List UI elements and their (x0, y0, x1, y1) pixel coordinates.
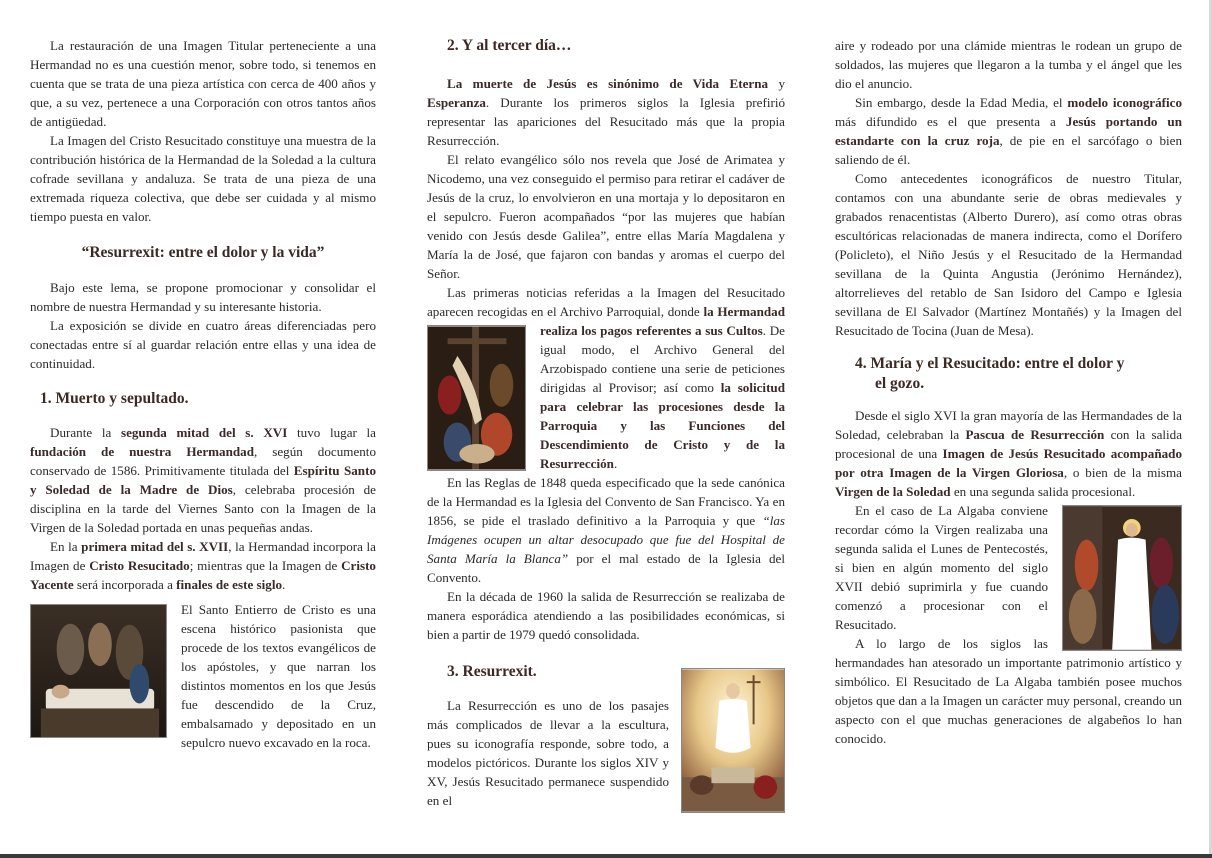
paragraph: En la década de 1960 la salida de Resurrección se realizaba de manera esporádica atendiendo a las posibilidades económicas, si bien a partir de 1979 quedó consolidada. (427, 589, 785, 642)
entombment-painting-image (30, 604, 167, 738)
paragraph: El Santo Entierro de Cristo es una escena histórico pasionista que procede de los textos evangélicos de los apóstoles, y que narran los distintos momentos en los que Jesús fue descendido de la Cruz, embalsamado y depositado en un sepulcro nuevo excavado en la roca. (181, 602, 376, 750)
paragraph: Como antecedentes iconográficos de nuestro Titular, contamos con una abundante serie de obras medievales y grabados renacentistas (Alberto Durero), así como otras obras escultóricas relacionadas de manera indirecta, como el Dorífero (Policleto), el Niño Jesús y el Resucitado de la Hermandad sevillana de la Quinta Angustia (Jerónimo Hernández), altorrelieves del retablo de San Isidoro del Campo e Iglesia sevillana de El Salvador (Martínez Montañés) y la Imagen del Resucitado de Tocina (Juan de Mesa). (835, 171, 1182, 338)
paragraph: aire y rodeado por una clámide mientras le rodean un grupo de soldados, las mujeres que llegaron a la tumba y el ángel que les dio el anuncio. (835, 38, 1182, 91)
column-2 (427, 36, 785, 815)
paragraph: En las Reglas de 1848 queda especificado que la sede canónica de la Hermandad es la Iglesia del Convento de San Francisco. Ya en 1856, se pide el traslado definitivo a la Parroquia y que “las Imágenes ocupen un altar desocupado que fue del Hospital de Santa María la Blanca” por el mal estado de la Iglesia del Convento. (427, 475, 786, 585)
bottom-border (0, 854, 1212, 858)
section-heading-1: 1. Muerto y sepultado. (40, 390, 189, 407)
paragraph: La restauración de una Imagen Titular perteneciente a una Hermandad no es una cuestión menor, sobre todo, si tenemos en cuenta que se trata de una pieza artística con cerca de 400 años y que, a su vez, pertenece a una Corporación con otros tantos años de antigüedad. (30, 38, 376, 129)
paragraph: Bajo este lema, se propone promocionar y consolidar el nombre de nuestra Hermandad y su interesante historia. (30, 280, 376, 314)
section-heading-3: 3. Resurrexit. (447, 663, 537, 680)
descent-from-cross-painting-image (427, 325, 526, 471)
section-heading-4: 4. María y el Resucitado: entre el dolor y el gozo. (855, 355, 1125, 392)
paragraph: La exposición se divide en cuatro áreas diferenciadas pero conectadas entre sí al guardar relación entre ellas y una idea de continuidad. (30, 318, 376, 371)
paragraph: El relato evangélico sólo nos revela que José de Arimatea y Nicodemo, una vez conseguido el permiso para retirar el cadáver de Jesús de la cruz, lo envolvieron en una mortaja y lo depositaron en el sepulcro. Fueron acompañados “por las mujeres que habían venido con Jesús desde Galilea”, entre ellas María Magdalena y María la de José, que fajaron con bandas y aromas el cuerpo del Señor. (427, 152, 785, 281)
paragraph: Durante la segunda mitad del s. XVI tuvo lugar la fundación de nuestra Hermandad, según documento conservado de 1586. Primitivamente titulada del Espíritu Santo y Soledad de la Madre de Dios, celebraba procesión de disciplina en la tarde del Viernes Santo con la Imagen de la Virgen de la Soledad portada en unas pequeñas andas. (30, 425, 376, 535)
paragraph: La Imagen del Cristo Resucitado constituye una muestra de la contribución histórica de la Hermandad de la Soledad a la cultura cofrade sevillana y andaluza. Se trata de una pieza de una extremada riqueza colectiva, que debe ser cuidada y al mismo tiempo puesta en valor. (30, 133, 376, 224)
column-1 (30, 36, 376, 752)
paragraph: Desde el siglo XVI la gran mayoría de las Hermandades de la Soledad, celebraban la Pascua de Resurrección con la salida procesional de una Imagen de Jesús Resucitado acompañado por otra Imagen de la Virgen Gloriosa, o bien de la misma Virgen de la Soledad en una segunda salida procesional. (835, 408, 1183, 499)
resurrection-painting-image (681, 668, 785, 813)
section-heading-2: 2. Y al tercer día… (447, 37, 572, 54)
column-3 (835, 36, 1182, 748)
paragraph: En el caso de La Algaba conviene recordar cómo la Virgen realizaba una segunda salida el Lunes de Pentecostés, si bien en algún momento del siglo XVII debió suprimirla y fue cuando comenzó a procesionar con el Resucitado. (835, 503, 1048, 632)
paragraph: La muerte de Jesús es sinónimo de Vida Eterna y Esperanza. Durante los primeros siglos la Iglesia prefirió representar las apariciones del Resucitado más que la propia Resurrección. (427, 76, 786, 148)
paragraph: Las primeras noticias referidas a la Imagen del Resucitado aparecen recogidas en el Archivo Parroquial, donde la Hermandad realiza los pagos referentes a sus Cultos. De igual modo, el Archivo General del Arzobispado contiene una serie de peticiones dirigidas al Provisor; así como la solicitud para celebrar las procesiones desde la Parroquia y las Funciones del Descendimiento de Cristo y de la Resurrección. (427, 285, 785, 471)
paragraph: A lo largo de los siglos las hermandades han atesorado un importante patrimonio artístico y simbólico. El Resucitado de La Algaba también posee muchos objetos que dan a la Imagen un carácter muy personal, creando un aspecto con el que muchas generaciones de algabeños lo han conocido. (835, 636, 1182, 746)
exhibition-title: “Resurrexit: entre el dolor y la vida” (81, 244, 325, 261)
paragraph: Sin embargo, desde la Edad Media, el modelo iconográfico más difundido es el que presenta a Jesús portando un estandarte con la cruz roja, de pie en el sarcófago o bien saliendo de él. (835, 95, 1183, 167)
paragraph: La Resurrección es uno de los pasajes más complicados de llevar a la escultura, pues su iconografía responde, sobre todo, a modelos pictóricos. Durante los siglos XIV y XV, Jesús Resucitado permanece suspendido en el (427, 698, 669, 808)
virgin-and-resurrected-painting-image (1062, 505, 1182, 651)
paragraph: En la primera mitad del s. XVII, la Hermandad incorpora la Imagen de Cristo Resucitado; mientras que la Imagen de Cristo Yacente será incorporada a finales de este siglo. (30, 539, 376, 592)
